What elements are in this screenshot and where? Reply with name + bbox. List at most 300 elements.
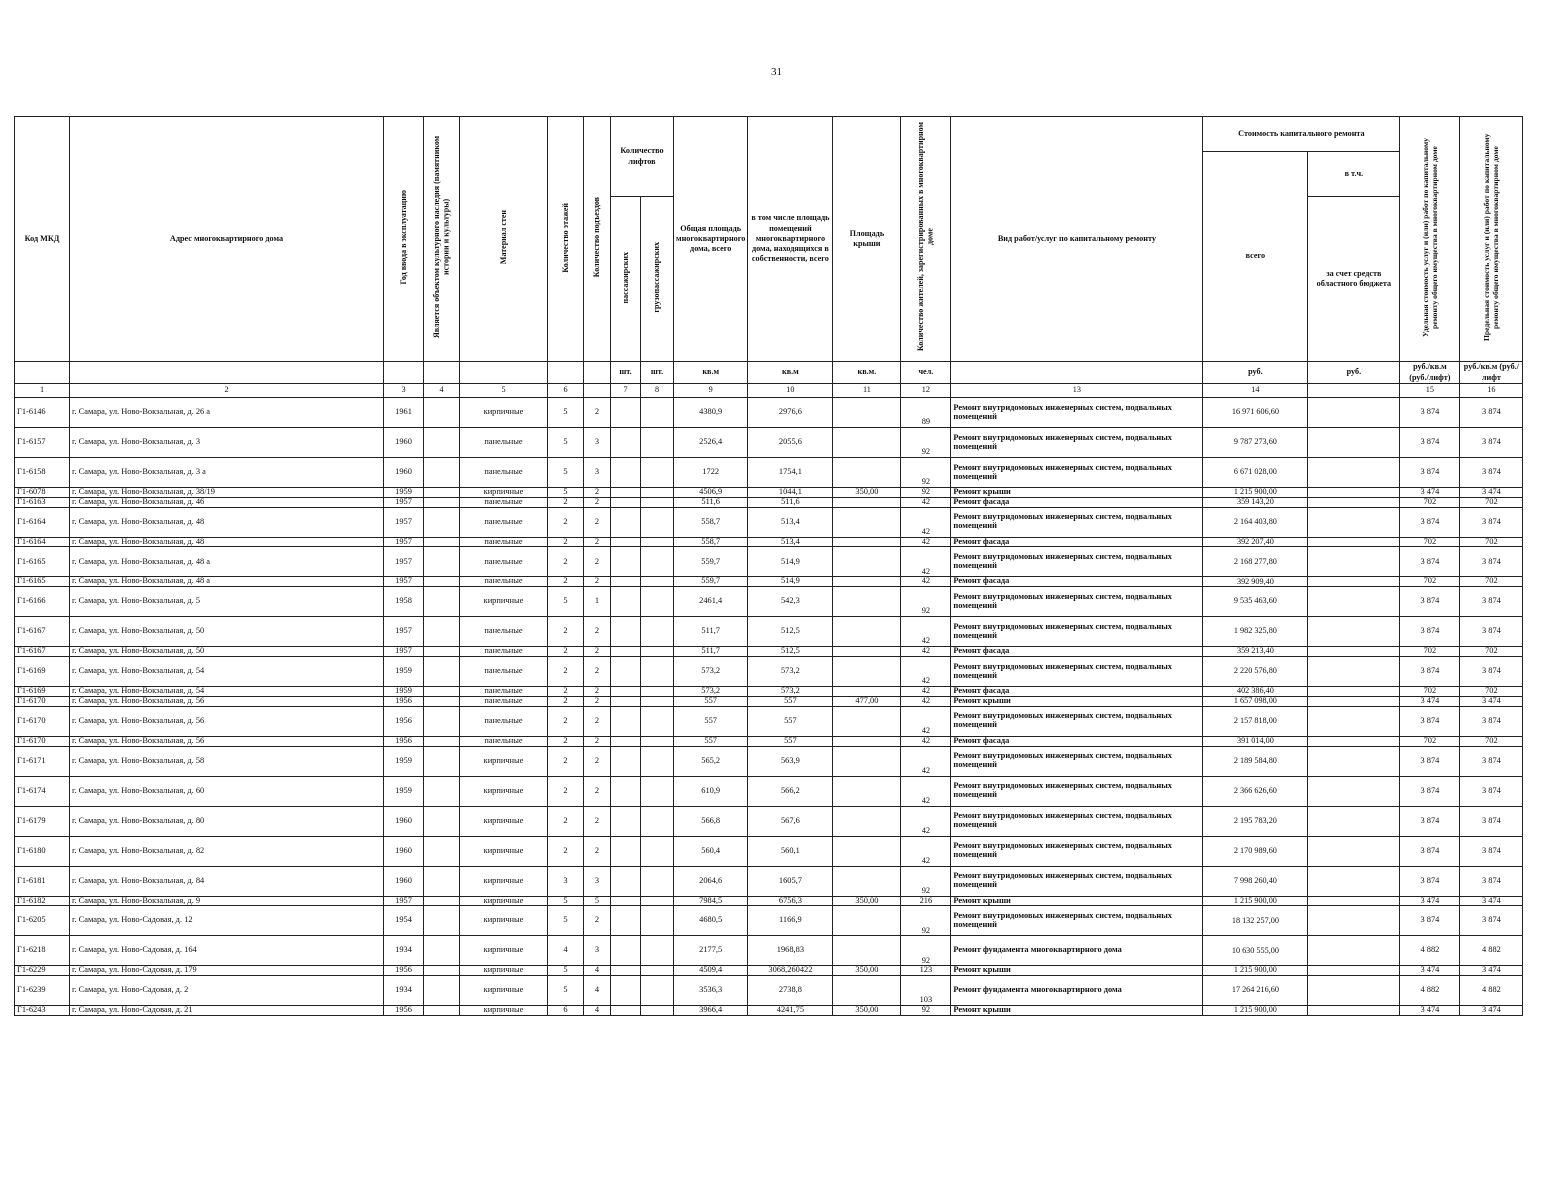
year-cell: 1956 <box>384 696 424 706</box>
header-year: Год ввода в эксплуатацию <box>384 117 424 362</box>
residents-cell: 42 <box>901 617 951 647</box>
lifts-cargo-cell <box>641 866 674 896</box>
cost-total-cell: 1 215 900,00 <box>1203 896 1308 906</box>
unit-unit-cost: руб./кв.м (руб./лифт) <box>1400 362 1460 384</box>
cost-total-cell: 2 164 403,80 <box>1203 507 1308 537</box>
address-cell: г. Самара, ул. Ново-Вокзальная, д. 56 <box>70 706 384 736</box>
table-row <box>15 617 1523 647</box>
entrances-cell: 5 <box>584 896 611 906</box>
lifts-pass-cell <box>611 696 641 706</box>
address-cell: г. Самара, ул. Ново-Вокзальная, д. 38/19 <box>70 488 384 498</box>
header-floors: Количество этажей <box>548 117 584 362</box>
mkd-code-cell: Г1-6165 <box>15 577 70 587</box>
table-row <box>15 657 1523 687</box>
lifts-pass-cell <box>611 458 641 488</box>
cost-regional-cell <box>1308 936 1400 966</box>
total-area-cell: 557 <box>674 736 748 746</box>
work-type-cell: Ремонт внутридомовых инженерных систем, подвальных помещений <box>951 547 1203 577</box>
entrances-cell: 3 <box>584 936 611 966</box>
owned-area-cell: 563,9 <box>748 746 833 776</box>
cost-regional-cell <box>1308 866 1400 896</box>
max-cost-cell: 702 <box>1460 687 1523 697</box>
header-code: Код МКД <box>15 117 70 362</box>
cost-total-cell: 1 215 900,00 <box>1203 966 1308 976</box>
work-type-cell: Ремонт крыши <box>951 488 1203 498</box>
floors-cell: 2 <box>548 696 584 706</box>
total-area-cell: 565,2 <box>674 746 748 776</box>
heritage-cell <box>424 507 460 537</box>
roof-area-cell <box>833 577 901 587</box>
residents-cell: 42 <box>901 706 951 736</box>
work-type-cell: Ремонт внутридомовых инженерных систем, подвальных помещений <box>951 657 1203 687</box>
work-type-cell: Ремонт фундамента многоквартирного дома <box>951 976 1203 1006</box>
floors-cell: 2 <box>548 836 584 866</box>
work-type-cell: Ремонт крыши <box>951 966 1203 976</box>
roof-area-cell <box>833 587 901 617</box>
floors-cell: 2 <box>548 497 584 507</box>
address-cell: г. Самара, ул. Ново-Вокзальная, д. 56 <box>70 696 384 706</box>
year-cell: 1957 <box>384 577 424 587</box>
max-cost-cell: 4 882 <box>1460 976 1523 1006</box>
entrances-cell: 3 <box>584 458 611 488</box>
total-area-cell: 7984,5 <box>674 896 748 906</box>
owned-area-cell: 1968,83 <box>748 936 833 966</box>
work-type-cell: Ремонт внутридомовых инженерных систем, подвальных помещений <box>951 398 1203 428</box>
unit-lifts-pass: шт. <box>611 362 641 384</box>
residents-cell: 42 <box>901 696 951 706</box>
mkd-code-cell: Г1-6174 <box>15 776 70 806</box>
total-area-cell: 557 <box>674 706 748 736</box>
entrances-cell: 1 <box>584 587 611 617</box>
work-type-cell: Ремонт фасада <box>951 687 1203 697</box>
column-number: 14 <box>1203 384 1308 398</box>
table-row <box>15 976 1523 1006</box>
heritage-cell <box>424 746 460 776</box>
cost-regional-cell <box>1308 458 1400 488</box>
column-number: 7 <box>611 384 641 398</box>
cost-regional-cell <box>1308 1006 1400 1016</box>
total-area-cell: 557 <box>674 696 748 706</box>
owned-area-cell: 513,4 <box>748 507 833 537</box>
work-type-cell: Ремонт фасада <box>951 577 1203 587</box>
cost-regional-cell <box>1308 706 1400 736</box>
unit-cost-cell: 3 874 <box>1400 906 1460 936</box>
lifts-pass-cell <box>611 687 641 697</box>
lifts-pass-cell <box>611 736 641 746</box>
cost-regional-cell <box>1308 577 1400 587</box>
cost-total-cell: 16 971 606,60 <box>1203 398 1308 428</box>
max-cost-cell: 3 874 <box>1460 776 1523 806</box>
cost-regional-cell <box>1308 587 1400 617</box>
owned-area-cell: 2055,6 <box>748 428 833 458</box>
unit-cost-total: руб. <box>1203 362 1308 384</box>
work-type-cell: Ремонт фасада <box>951 497 1203 507</box>
lifts-pass-cell <box>611 577 641 587</box>
residents-cell: 92 <box>901 936 951 966</box>
entrances-cell: 2 <box>584 687 611 697</box>
wall-material-cell: панельные <box>460 547 548 577</box>
total-area-cell: 4509,4 <box>674 966 748 976</box>
year-cell: 1959 <box>384 488 424 498</box>
year-cell: 1960 <box>384 866 424 896</box>
work-type-cell: Ремонт внутридомовых инженерных систем, подвальных помещений <box>951 906 1203 936</box>
table-row <box>15 746 1523 776</box>
lifts-pass-cell <box>611 966 641 976</box>
cost-total-cell: 10 630 555,00 <box>1203 936 1308 966</box>
owned-area-cell: 557 <box>748 706 833 736</box>
unit-cost-cell: 702 <box>1400 537 1460 547</box>
lifts-pass-cell <box>611 657 641 687</box>
year-cell: 1959 <box>384 657 424 687</box>
table-row <box>15 497 1523 507</box>
entrances-cell: 3 <box>584 428 611 458</box>
year-cell: 1956 <box>384 1006 424 1016</box>
entrances-cell: 2 <box>584 776 611 806</box>
lifts-cargo-cell <box>641 936 674 966</box>
roof-area-cell <box>833 537 901 547</box>
lifts-cargo-cell <box>641 687 674 697</box>
unit-owned-area: кв.м <box>748 362 833 384</box>
max-cost-cell: 3 874 <box>1460 507 1523 537</box>
unit-cost-cell: 3 874 <box>1400 428 1460 458</box>
wall-material-cell: панельные <box>460 657 548 687</box>
address-cell: г. Самара, ул. Ново-Вокзальная, д. 5 <box>70 587 384 617</box>
table-row <box>15 936 1523 966</box>
total-area-cell: 511,6 <box>674 497 748 507</box>
lifts-pass-cell <box>611 428 641 458</box>
owned-area-cell: 573,2 <box>748 687 833 697</box>
max-cost-cell: 3 874 <box>1460 458 1523 488</box>
column-number: 8 <box>641 384 674 398</box>
entrances-cell: 3 <box>584 866 611 896</box>
lifts-cargo-cell <box>641 488 674 498</box>
total-area-cell: 573,2 <box>674 687 748 697</box>
total-area-cell: 566,8 <box>674 806 748 836</box>
mkd-code-cell: Г1-6167 <box>15 617 70 647</box>
lifts-cargo-cell <box>641 428 674 458</box>
address-cell: г. Самара, ул. Ново-Вокзальная, д. 50 <box>70 617 384 647</box>
table-row <box>15 906 1523 936</box>
unit-cost-regional: руб. <box>1308 362 1400 384</box>
floors-cell: 2 <box>548 687 584 697</box>
header-roof-area: Площадь крыши <box>833 117 901 362</box>
address-cell: г. Самара, ул. Ново-Вокзальная, д. 48 <box>70 537 384 547</box>
max-cost-cell: 3 474 <box>1460 696 1523 706</box>
year-cell: 1960 <box>384 458 424 488</box>
mkd-code-cell: Г1-6169 <box>15 687 70 697</box>
column-number: 1 <box>15 384 70 398</box>
owned-area-cell: 511,6 <box>748 497 833 507</box>
lifts-cargo-cell <box>641 1006 674 1016</box>
header-total-area: Общая площадь многоквартирного дома, всего <box>674 117 748 362</box>
cost-total-cell: 1 215 900,00 <box>1203 1006 1308 1016</box>
floors-cell: 3 <box>548 866 584 896</box>
unit-cost-cell: 3 474 <box>1400 966 1460 976</box>
residents-cell: 92 <box>901 866 951 896</box>
wall-material-cell: кирпичные <box>460 776 548 806</box>
floors-cell: 5 <box>548 488 584 498</box>
cost-total-cell: 2 366 626,60 <box>1203 776 1308 806</box>
roof-area-cell <box>833 547 901 577</box>
lifts-pass-cell <box>611 547 641 577</box>
unit-roof-area: кв.м. <box>833 362 901 384</box>
address-cell: г. Самара, ул. Ново-Вокзальная, д. 80 <box>70 806 384 836</box>
total-area-cell: 4506,9 <box>674 488 748 498</box>
column-number: 10 <box>748 384 833 398</box>
total-area-cell: 2064,6 <box>674 866 748 896</box>
mkd-code-cell: Г1-6218 <box>15 936 70 966</box>
lifts-cargo-cell <box>641 706 674 736</box>
wall-material-cell: кирпичные <box>460 806 548 836</box>
heritage-cell <box>424 428 460 458</box>
total-area-cell: 2526,4 <box>674 428 748 458</box>
unit-cost-cell: 702 <box>1400 577 1460 587</box>
mkd-code-cell: Г1-6170 <box>15 736 70 746</box>
mkd-code-cell: Г1-6170 <box>15 696 70 706</box>
roof-area-cell <box>833 497 901 507</box>
owned-area-cell: 567,6 <box>748 806 833 836</box>
entrances-cell: 2 <box>584 537 611 547</box>
heritage-cell <box>424 587 460 617</box>
column-number: 11 <box>833 384 901 398</box>
address-cell: г. Самара, ул. Ново-Вокзальная, д. 60 <box>70 776 384 806</box>
mkd-code-cell: Г1-6171 <box>15 746 70 776</box>
column-number <box>1308 384 1400 398</box>
floors-cell: 2 <box>548 657 584 687</box>
unit-cost-cell: 3 874 <box>1400 657 1460 687</box>
residents-cell: 42 <box>901 746 951 776</box>
lifts-cargo-cell <box>641 587 674 617</box>
wall-material-cell: панельные <box>460 577 548 587</box>
max-cost-cell: 3 474 <box>1460 488 1523 498</box>
floors-cell: 5 <box>548 896 584 906</box>
wall-material-cell: панельные <box>460 736 548 746</box>
cost-total-cell: 7 998 260,40 <box>1203 866 1308 896</box>
cost-total-cell: 1 657 098,00 <box>1203 696 1308 706</box>
table-row <box>15 647 1523 657</box>
roof-area-cell <box>833 746 901 776</box>
floors-cell: 2 <box>548 647 584 657</box>
max-cost-cell: 3 874 <box>1460 806 1523 836</box>
cost-total-cell: 6 671 028,00 <box>1203 458 1308 488</box>
address-cell: г. Самара, ул. Ново-Вокзальная, д. 3 <box>70 428 384 458</box>
cost-total-cell: 1 215 900,00 <box>1203 488 1308 498</box>
cost-total-cell: 359 143,20 <box>1203 497 1308 507</box>
unit-cost-cell: 3 874 <box>1400 776 1460 806</box>
table-row <box>15 736 1523 746</box>
residents-cell: 42 <box>901 736 951 746</box>
cost-total-cell: 2 168 277,80 <box>1203 547 1308 577</box>
cost-total-cell: 9 535 463,60 <box>1203 587 1308 617</box>
wall-material-cell: панельные <box>460 507 548 537</box>
work-type-cell: Ремонт крыши <box>951 896 1203 906</box>
total-area-cell: 2461,4 <box>674 587 748 617</box>
mkd-code-cell: Г1-6164 <box>15 537 70 547</box>
work-type-cell: Ремонт внутридомовых инженерных систем, подвальных помещений <box>951 776 1203 806</box>
cost-regional-cell <box>1308 896 1400 906</box>
entrances-cell: 2 <box>584 657 611 687</box>
cost-total-cell: 17 264 216,60 <box>1203 976 1308 1006</box>
residents-cell: 89 <box>901 398 951 428</box>
work-type-cell: Ремонт крыши <box>951 696 1203 706</box>
address-cell: г. Самара, ул. Ново-Вокзальная, д. 50 <box>70 647 384 657</box>
heritage-cell <box>424 577 460 587</box>
max-cost-cell: 3 874 <box>1460 836 1523 866</box>
address-cell: г. Самара, ул. Ново-Садовая, д. 21 <box>70 1006 384 1016</box>
cost-regional-cell <box>1308 647 1400 657</box>
wall-material-cell: кирпичные <box>460 906 548 936</box>
mkd-code-cell: Г1-6078 <box>15 488 70 498</box>
column-number: 9 <box>674 384 748 398</box>
cost-regional-cell <box>1308 906 1400 936</box>
unit-cost-cell: 3 874 <box>1400 706 1460 736</box>
year-cell: 1957 <box>384 497 424 507</box>
wall-material-cell: кирпичные <box>460 587 548 617</box>
lifts-cargo-cell <box>641 657 674 687</box>
address-cell: г. Самара, ул. Ново-Вокзальная, д. 26 а <box>70 398 384 428</box>
mkd-code-cell: Г1-6163 <box>15 497 70 507</box>
max-cost-cell: 3 874 <box>1460 746 1523 776</box>
floors-cell: 5 <box>548 428 584 458</box>
lifts-pass-cell <box>611 936 641 966</box>
lifts-pass-cell <box>611 866 641 896</box>
work-type-cell: Ремонт фасада <box>951 647 1203 657</box>
roof-area-cell: 350,00 <box>833 1006 901 1016</box>
column-number: 6 <box>548 384 584 398</box>
owned-area-cell: 1605,7 <box>748 866 833 896</box>
floors-cell: 5 <box>548 587 584 617</box>
heritage-cell <box>424 896 460 906</box>
lifts-pass-cell <box>611 906 641 936</box>
max-cost-cell: 702 <box>1460 497 1523 507</box>
work-type-cell: Ремонт внутридомовых инженерных систем, подвальных помещений <box>951 458 1203 488</box>
lifts-pass-cell <box>611 587 641 617</box>
heritage-cell <box>424 706 460 736</box>
cost-regional-cell <box>1308 746 1400 776</box>
mkd-code-cell: Г1-6182 <box>15 896 70 906</box>
lifts-cargo-cell <box>641 776 674 806</box>
table-row <box>15 776 1523 806</box>
lifts-pass-cell <box>611 1006 641 1016</box>
work-type-cell: Ремонт крыши <box>951 1006 1203 1016</box>
lifts-cargo-cell <box>641 976 674 1006</box>
roof-area-cell: 350,00 <box>833 896 901 906</box>
floors-cell: 5 <box>548 966 584 976</box>
wall-material-cell: панельные <box>460 428 548 458</box>
header-unit-cost: Удельная стоимость услуг и (или) работ по капитальному ремонту общего имущества в многоквартирном доме <box>1400 117 1460 362</box>
residents-cell: 92 <box>901 1006 951 1016</box>
heritage-cell <box>424 736 460 746</box>
unit-cost-cell: 3 874 <box>1400 836 1460 866</box>
max-cost-cell: 3 874 <box>1460 906 1523 936</box>
residents-cell: 123 <box>901 966 951 976</box>
entrances-cell: 2 <box>584 736 611 746</box>
residents-cell: 92 <box>901 906 951 936</box>
unit-cost-cell: 3 874 <box>1400 617 1460 647</box>
cost-total-cell: 1 982 325,80 <box>1203 617 1308 647</box>
wall-material-cell: кирпичные <box>460 836 548 866</box>
floors-cell: 2 <box>548 537 584 547</box>
max-cost-cell: 702 <box>1460 736 1523 746</box>
entrances-cell: 2 <box>584 806 611 836</box>
heritage-cell <box>424 696 460 706</box>
table-row <box>15 428 1523 458</box>
table-row <box>15 706 1523 736</box>
cost-total-cell: 2 170 989,60 <box>1203 836 1308 866</box>
mkd-code-cell: Г1-6179 <box>15 806 70 836</box>
lifts-cargo-cell <box>641 806 674 836</box>
unit-residents: чел. <box>901 362 951 384</box>
column-number: 2 <box>70 384 384 398</box>
year-cell: 1959 <box>384 776 424 806</box>
column-numbers-row <box>15 384 1523 398</box>
wall-material-cell: кирпичные <box>460 936 548 966</box>
cost-regional-cell <box>1308 497 1400 507</box>
header-material: Материал стен <box>460 117 548 362</box>
heritage-cell <box>424 776 460 806</box>
floors-cell: 2 <box>548 507 584 537</box>
mkd-code-cell: Г1-6205 <box>15 906 70 936</box>
work-type-cell: Ремонт фасада <box>951 736 1203 746</box>
owned-area-cell: 1044,1 <box>748 488 833 498</box>
cost-regional-cell <box>1308 428 1400 458</box>
cost-regional-cell <box>1308 617 1400 647</box>
heritage-cell <box>424 647 460 657</box>
lifts-pass-cell <box>611 617 641 647</box>
table-row <box>15 1006 1523 1016</box>
address-cell: г. Самара, ул. Ново-Вокзальная, д. 58 <box>70 746 384 776</box>
year-cell: 1959 <box>384 687 424 697</box>
work-type-cell: Ремонт внутридомовых инженерных систем, подвальных помещений <box>951 706 1203 736</box>
residents-cell: 42 <box>901 537 951 547</box>
year-cell: 1957 <box>384 537 424 547</box>
table-row <box>15 966 1523 976</box>
roof-area-cell <box>833 806 901 836</box>
cost-regional-cell <box>1308 696 1400 706</box>
roof-area-cell <box>833 398 901 428</box>
lifts-cargo-cell <box>641 537 674 547</box>
residents-cell: 42 <box>901 806 951 836</box>
roof-area-cell <box>833 976 901 1006</box>
header-cost: Стоимость капитального ремонта <box>1203 117 1400 152</box>
max-cost-cell: 3 474 <box>1460 896 1523 906</box>
owned-area-cell: 514,9 <box>748 547 833 577</box>
table-row <box>15 537 1523 547</box>
entrances-cell: 2 <box>584 547 611 577</box>
entrances-cell: 2 <box>584 746 611 776</box>
unit-cost-cell: 3 474 <box>1400 896 1460 906</box>
work-type-cell: Ремонт внутридомовых инженерных систем, подвальных помещений <box>951 866 1203 896</box>
wall-material-cell: панельные <box>460 617 548 647</box>
floors-cell: 2 <box>548 617 584 647</box>
unit-cost-cell: 3 874 <box>1400 507 1460 537</box>
mkd-code-cell: Г1-6181 <box>15 866 70 896</box>
floors-cell: 2 <box>548 706 584 736</box>
column-number: 5 <box>460 384 548 398</box>
lifts-pass-cell <box>611 488 641 498</box>
mkd-code-cell: Г1-6239 <box>15 976 70 1006</box>
unit-cost-cell: 3 874 <box>1400 398 1460 428</box>
lifts-pass-cell <box>611 776 641 806</box>
address-cell: г. Самара, ул. Ново-Вокзальная, д. 48 а <box>70 547 384 577</box>
heritage-cell <box>424 806 460 836</box>
roof-area-cell <box>833 428 901 458</box>
unit-cost-cell: 3 874 <box>1400 806 1460 836</box>
table-header <box>15 117 1523 398</box>
entrances-cell: 2 <box>584 617 611 647</box>
table-row <box>15 398 1523 428</box>
header-cost-total: всего <box>1203 152 1308 362</box>
